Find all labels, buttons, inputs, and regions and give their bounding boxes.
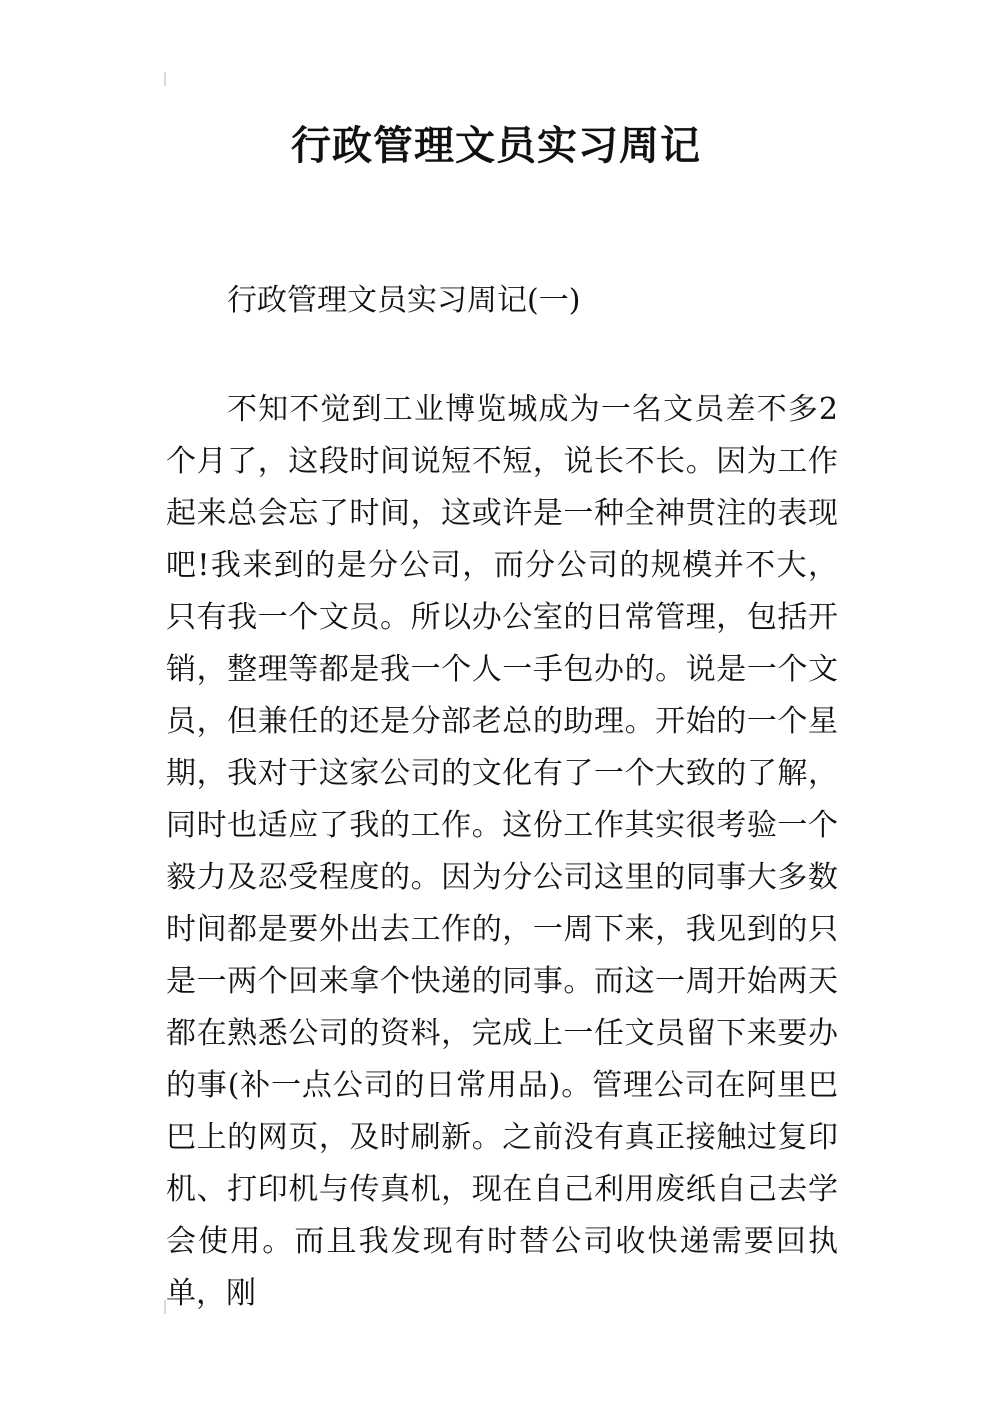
page-title: 行政管理文员实习周记	[291, 123, 701, 169]
section-subtitle: 行政管理文员实习周记(一)	[227, 283, 581, 318]
page-corner-mark-bottom	[164, 1300, 166, 1314]
body-paragraph: 不知不觉到工业博览城成为一名文员差不多2个月了，这段时间说短不短，说长不长。因为工作起来总会忘了时间，这或许是一种全神贯注的表现吧!我来到的是分公司，而分公司的规模并不大，只有我一个文员。所以办公室的日常管理，包括开销，整理等都是我一个人一手包办的。说是一个文员，但兼任的还是分部老总的助理。开始的一个星期，我对于这家公司的文化有了一个大致的了解，同时也适应了我的工作。这份工作其实很考验一个毅力及忍受程度的。因为分公司这里的同事大多数时间都是要外出去工作的，一周下来，我见到的只是一两个回来拿个快递的同事。而这一周开始两天都在熟悉公司的资料，完成上一任文员留下来要办的事(补一点公司的日常用品)。管理公司在阿里巴巴上的网页，及时刷新。之前没有真正接触过复印机、打印机与传真机，现在自己利用废纸自己去学会使用。而且我发现有时替公司收快递需要回执单，刚	[166, 392, 838, 1311]
page-corner-mark-top	[164, 72, 166, 86]
